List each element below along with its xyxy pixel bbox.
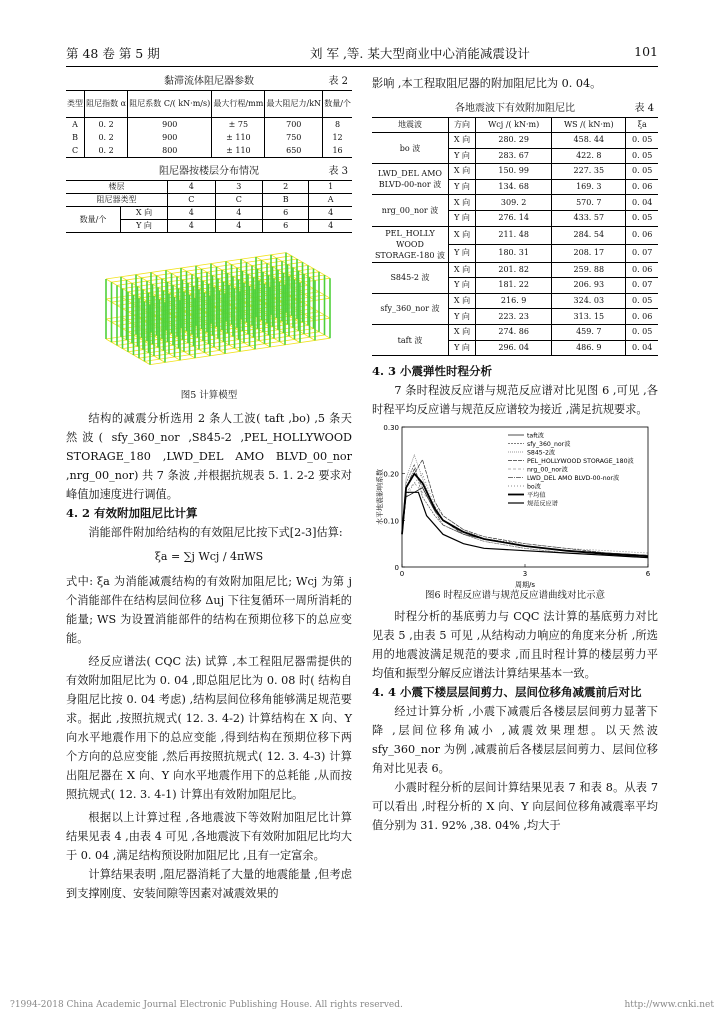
series-line-8 bbox=[402, 492, 648, 557]
table4-cell: X 向 bbox=[449, 324, 476, 340]
table3-title: 阻尼器按楼层分布情况 bbox=[159, 166, 259, 177]
header-rule bbox=[66, 66, 658, 67]
table4-cell: 0. 06 bbox=[626, 262, 658, 278]
table2-header-cell: 最大阻尼力/kN bbox=[265, 91, 323, 118]
structure-frame bbox=[106, 253, 330, 365]
count-cell: 6 bbox=[263, 207, 309, 220]
table3-caption bbox=[66, 164, 352, 180]
table4-cell: X 向 bbox=[449, 133, 476, 149]
paragraph-continued: 影响 ,本工程取阻尼器的附加阻尼比为 0. 04。 bbox=[372, 77, 602, 90]
table4-header-cell: Wcj /( kN·m) bbox=[476, 118, 552, 133]
copyright: ?1994-2018 China Academic Journal Electronic Publishing House. All rights reserved. bbox=[10, 1000, 403, 1010]
table-row bbox=[66, 144, 352, 158]
table4-cell: X 向 bbox=[449, 262, 476, 278]
fig6-caption: 图6 时程反应谱与规范反应谱曲线对比示意 bbox=[424, 590, 606, 602]
table4-cell: 0. 05 bbox=[626, 324, 658, 340]
table4-cell: 486. 9 bbox=[552, 340, 626, 356]
legend-label: bo波 bbox=[527, 483, 541, 491]
table2-header-cell: 阻尼系数 C/( kN·m/s) bbox=[128, 91, 212, 118]
legend-label: S845-2波 bbox=[527, 449, 556, 457]
table4-cell: Y 向 bbox=[449, 148, 476, 164]
paragraph-story-shear: 经过计算分析 ,小震下减震后各楼层层间剪力显著下降 ,层间位移角减小 ,减震效果理想。以天然波 sfy_360_nor 为例 ,减震前后各楼层层间剪力、层间位移角对比见表 6。 bbox=[372, 705, 658, 776]
table-row bbox=[66, 118, 352, 132]
floor-label: 楼层 bbox=[66, 181, 168, 194]
table-row bbox=[372, 226, 658, 244]
legend-label: PEL_HOLLYWOOD STORAGE_180波 bbox=[527, 458, 634, 466]
table4-cell: 0. 07 bbox=[626, 244, 658, 262]
section-4-4-heading: 4. 4 小震下楼层层间剪力、层间位移角减震前后对比 bbox=[372, 685, 642, 700]
table2-cell: 700 bbox=[265, 118, 323, 132]
table2-cell: A bbox=[66, 118, 85, 132]
table2-cell: 0. 2 bbox=[85, 131, 128, 144]
table4-cell: 208. 17 bbox=[552, 244, 626, 262]
type-cell: B bbox=[263, 194, 309, 207]
right-column bbox=[372, 74, 658, 835]
table4-cell: 201. 82 bbox=[476, 262, 552, 278]
table2-cell: 0. 2 bbox=[85, 144, 128, 158]
table-row bbox=[372, 164, 658, 180]
table4-cell: 459. 7 bbox=[552, 324, 626, 340]
table4-cell: Y 向 bbox=[449, 309, 476, 325]
paragraph-formula-intro: 消能部件附加给结构的有效阻尼比按下式[2-3]估算: bbox=[88, 526, 343, 539]
table4-cell: 206. 93 bbox=[552, 278, 626, 294]
table4-cell: Y 向 bbox=[449, 179, 476, 195]
table2-cell: 16 bbox=[332, 145, 343, 155]
table4-cell: 0. 05 bbox=[626, 133, 658, 149]
table2-cell: ± 110 bbox=[212, 144, 265, 158]
table4-cell: X 向 bbox=[449, 164, 476, 180]
type-cell: C bbox=[215, 194, 263, 207]
table4-cell: 0. 06 bbox=[626, 309, 658, 325]
table3-number: 表 3 bbox=[328, 166, 348, 177]
table-row bbox=[372, 262, 658, 278]
table2-cell: 12 bbox=[332, 132, 343, 142]
table4-cell: 134. 68 bbox=[476, 179, 552, 195]
table4-cell: 324. 03 bbox=[552, 293, 626, 309]
table2-caption bbox=[66, 74, 352, 90]
legend-label: LWD_DEL AMO BLVD-00-nor波 bbox=[527, 475, 620, 483]
table4-cell: 433. 57 bbox=[552, 210, 626, 226]
table4-cell: 274. 86 bbox=[476, 324, 552, 340]
table-row bbox=[372, 195, 658, 211]
damping-ratio-table bbox=[372, 117, 658, 356]
paragraph-waves: 结构的减震分析选用 2 条人工波( taft ,bo) ,5 条天然波( sfy_360_nor ,S845-2 ,PEL_HOLLYWOOD STORAGE_180 ,LWD_DEL AMO BLVD_00_nor ,nrg_00_nor) 共 7 条波 ,并根据抗规表 5. 1. 2-2 要求对峰值加速度进行调值。 bbox=[66, 412, 352, 501]
x-dir-label: X 向 bbox=[121, 207, 168, 220]
table4-cell: 150. 99 bbox=[476, 164, 552, 180]
table4-cell: X 向 bbox=[449, 226, 476, 244]
y-tick-label: 0.10 bbox=[383, 517, 399, 526]
series-line-2 bbox=[402, 455, 648, 557]
article-title-header: 刘 军 ,等. 某大型商业中心消能减震设计 bbox=[310, 46, 530, 61]
fig5-caption: 图5 计算模型 bbox=[180, 390, 238, 401]
structure-model-figure bbox=[66, 239, 352, 389]
table4-cell: 227. 35 bbox=[552, 164, 626, 180]
count-cell: 4 bbox=[168, 207, 216, 220]
table4-cell: 180. 31 bbox=[476, 244, 552, 262]
count-cell: 4 bbox=[309, 207, 352, 220]
table4-header-cell: WS /( kN·m) bbox=[552, 118, 626, 133]
table4-cell: X 向 bbox=[449, 293, 476, 309]
paragraph-table4-ref: 根据以上计算过程 ,各地震波下等效附加阻尼比计算结果见表 4 ,由表 4 可见 ,各地震波下有效附加阻尼比均大于 0. 04 ,满足结构预设附加阻尼比 ,且有一定富余。 bbox=[66, 811, 352, 862]
table4-cell: 181. 22 bbox=[476, 278, 552, 294]
table4-cell: 259. 88 bbox=[552, 262, 626, 278]
wave-name-cell: S845-2 波 bbox=[372, 262, 449, 293]
table4-cell: 0. 07 bbox=[626, 278, 658, 294]
table2-cell: ± 110 bbox=[212, 131, 265, 144]
table2-cell: B bbox=[66, 131, 85, 144]
paragraph-cqc: 经反应谱法( CQC 法) 试算 ,本工程阻尼器需提供的有效附加阻尼比为 0. 04 ,即总阻尼比为 0. 08 时( 结构自身阻尼比按 0. 04 考虑) ,结构层间位移角能够满足规范要求。据此 ,按照抗规式( 12. 3. 4-2) 计算结构在 X 向、Y 向水平地震作用下的总应变能 ,得到结构在预期位移下两个方向的总应变能 ,然后再按照抗规式( 12. 3. 4-3) 计算出阻尼器在 X 向、Y 向水平地震作用下的总耗能 ,从而按照抗规式( 12. 3. 4-1) 计算出有效附加阻尼比。 bbox=[66, 655, 352, 801]
count-cell: 4 bbox=[215, 220, 263, 233]
wave-name-cell: nrg_00_nor 波 bbox=[372, 195, 449, 226]
table4-cell: 216. 9 bbox=[476, 293, 552, 309]
table4-cell: Y 向 bbox=[449, 210, 476, 226]
y-tick-label: 0 bbox=[394, 564, 399, 573]
damper-floor-table bbox=[66, 180, 352, 233]
floor-cell: 4 bbox=[168, 181, 216, 194]
table4-cell: 313. 15 bbox=[552, 309, 626, 325]
wave-name-cell: bo 波 bbox=[372, 133, 449, 164]
table4-header-cell: ξa bbox=[626, 118, 658, 133]
table4-cell: 0. 04 bbox=[626, 195, 658, 211]
count-cell: 4 bbox=[168, 220, 216, 233]
table4-cell: 570. 7 bbox=[552, 195, 626, 211]
paragraph-formula-def: 式中: ξa 为消能减震结构的有效附加阻尼比; Wcj 为第 j 个消能部件在结构层间位移 Δuj 下往复循环一周所消耗的能量; WS 为设置消能部件的结构在预期位移下的总应变能。 bbox=[66, 575, 352, 645]
y-dir-label: Y 向 bbox=[121, 220, 168, 233]
x-axis-label: 周期/s bbox=[514, 581, 536, 590]
table4-cell: 0. 05 bbox=[626, 293, 658, 309]
table4-cell: 458. 44 bbox=[552, 133, 626, 149]
paragraph-base-shear: 时程分析的基底剪力与 CQC 法计算的基底剪力对比见表 5 ,由表 5 可见 ,从结构动力响应的角度来分析 ,所选用的地震波满足规范的要求 ,而且时程计算的楼层剪力平均值和振型分解反应谱法计算结果基本一致。 bbox=[372, 610, 658, 681]
running-header bbox=[66, 44, 658, 62]
table4-header-cell: 方向 bbox=[449, 118, 476, 133]
table2-header-cell: 类型 bbox=[66, 91, 85, 118]
table4-cell: 422. 8 bbox=[552, 148, 626, 164]
table4-cell: 296. 04 bbox=[476, 340, 552, 356]
table4-cell: 284. 54 bbox=[552, 226, 626, 244]
table4-cell: 283. 67 bbox=[476, 148, 552, 164]
wave-name-cell: taft 波 bbox=[372, 324, 449, 355]
journal-volume: 第 48 卷 第 5 期 bbox=[66, 46, 160, 61]
floor-cell: 3 bbox=[215, 181, 263, 194]
section-4-2-heading: 4. 2 有效附加阻尼比计算 bbox=[66, 506, 198, 520]
structure-model-image bbox=[66, 239, 352, 389]
table2-cell: 750 bbox=[265, 131, 323, 144]
table-row bbox=[66, 131, 352, 144]
count-cell: 6 bbox=[263, 220, 309, 233]
floor-cell: 2 bbox=[263, 181, 309, 194]
table4-cell: 0. 05 bbox=[626, 210, 658, 226]
table4-cell: 211. 48 bbox=[476, 226, 552, 244]
wave-name-cell: LWD_DEL AMO BLVD-00-nor 波 bbox=[372, 164, 449, 195]
table2-cell: 800 bbox=[128, 144, 212, 158]
table4-cell: 223. 23 bbox=[476, 309, 552, 325]
count-label: 数量/个 bbox=[66, 207, 121, 233]
paragraph-energy: 计算结果表明 ,阻尼器消耗了大量的地震能量 ,但考虑到支撑刚度、安装间隙等因素对减震效果的 bbox=[66, 868, 352, 900]
y-tick-label: 0.20 bbox=[383, 470, 399, 479]
table4-cell: Y 向 bbox=[449, 278, 476, 294]
table2-cell: 900 bbox=[128, 131, 212, 144]
x-tick-label: 0 bbox=[399, 570, 405, 579]
legend-label: 平均值 bbox=[527, 492, 546, 500]
table2-cell: 8 bbox=[335, 119, 341, 129]
table2-cell: 650 bbox=[265, 144, 323, 158]
table4-cell: 309. 2 bbox=[476, 195, 552, 211]
table-row bbox=[372, 133, 658, 149]
type-cell: C bbox=[168, 194, 216, 207]
table-row bbox=[372, 293, 658, 309]
count-cell: 4 bbox=[309, 220, 352, 233]
table4-cell: 0. 06 bbox=[626, 226, 658, 244]
y-tick-label: 0.30 bbox=[383, 424, 399, 433]
table2-cell: C bbox=[66, 144, 85, 158]
floor-cell: 1 bbox=[309, 181, 352, 194]
table4-cell: Y 向 bbox=[449, 244, 476, 262]
paragraph-drift: 小震时程分析的层间计算结果见表 7 和表 8。从表 7 可以看出 ,时程分析的 X 向、Y 向层间位移角减震率平均值分别为 31. 92% ,38. 04% ,均大于 bbox=[372, 781, 658, 833]
legend-label: nrg_00_nor波 bbox=[527, 466, 568, 474]
table-row bbox=[372, 324, 658, 340]
paragraph-spectrum: 7 条时程波反应谱与规范反应谱对比见图 6 ,可见 ,各时程平均反应谱与规范反应谱较为接近 ,满足抗规要求。 bbox=[372, 384, 658, 417]
type-cell: A bbox=[309, 194, 352, 207]
table4-header-cell: 地震波 bbox=[372, 118, 449, 133]
table4-cell: 0. 04 bbox=[626, 340, 658, 356]
table4-cell: 169. 3 bbox=[552, 179, 626, 195]
table4-caption bbox=[372, 101, 658, 117]
x-tick-label: 3 bbox=[522, 570, 528, 579]
table4-number: 表 4 bbox=[634, 103, 654, 114]
table2-cell: 900 bbox=[128, 118, 212, 132]
legend-label: sfy_360_nor波 bbox=[527, 441, 571, 449]
table2-header-cell: 最大行程/mm bbox=[212, 91, 265, 118]
type-label: 阻尼器类型 bbox=[66, 194, 168, 207]
damper-params-table bbox=[66, 90, 352, 158]
table4-cell: 0. 05 bbox=[626, 164, 658, 180]
cnki-url: http://www.cnki.net bbox=[624, 1000, 714, 1010]
table4-cell: 280. 29 bbox=[476, 133, 552, 149]
table2-title: 黏滞流体阻尼器参数 bbox=[164, 76, 254, 87]
x-tick-label: 6 bbox=[645, 570, 651, 579]
damping-equation: ξa = ∑j Wcj / 4πWS bbox=[154, 550, 264, 563]
left-column bbox=[66, 74, 352, 903]
wave-name-cell: sfy_360_nor 波 bbox=[372, 293, 449, 324]
wave-name-cell: PEL_HOLLY WOOD STORAGE-180 波 bbox=[372, 226, 449, 262]
spectrum-chart bbox=[372, 419, 658, 589]
table4-title: 各地震波下有效附加阻尼比 bbox=[455, 103, 575, 114]
y-axis-label: 水平地震影响系数 bbox=[376, 469, 384, 526]
page-number: 101 bbox=[634, 44, 658, 59]
table4-cell: 0. 05 bbox=[626, 148, 658, 164]
section-4-3-heading: 4. 3 小震弹性时程分析 bbox=[372, 364, 493, 379]
spectrum-chart-svg bbox=[372, 419, 658, 589]
table4-cell: 276. 14 bbox=[476, 210, 552, 226]
legend-label: taft波 bbox=[527, 432, 544, 440]
table4-cell: X 向 bbox=[449, 195, 476, 211]
legend-label: 规范反应谱 bbox=[527, 500, 558, 508]
count-cell: 4 bbox=[215, 207, 263, 220]
table2-cell: ± 75 bbox=[212, 118, 265, 132]
table4-cell: Y 向 bbox=[449, 340, 476, 356]
table2-header-cell: 阻尼指数 α bbox=[85, 91, 128, 118]
table2-header-cell: 数量/个 bbox=[324, 99, 351, 108]
table2-number: 表 2 bbox=[328, 76, 348, 87]
table4-cell: 0. 06 bbox=[626, 179, 658, 195]
table2-cell: 0. 2 bbox=[85, 118, 128, 132]
